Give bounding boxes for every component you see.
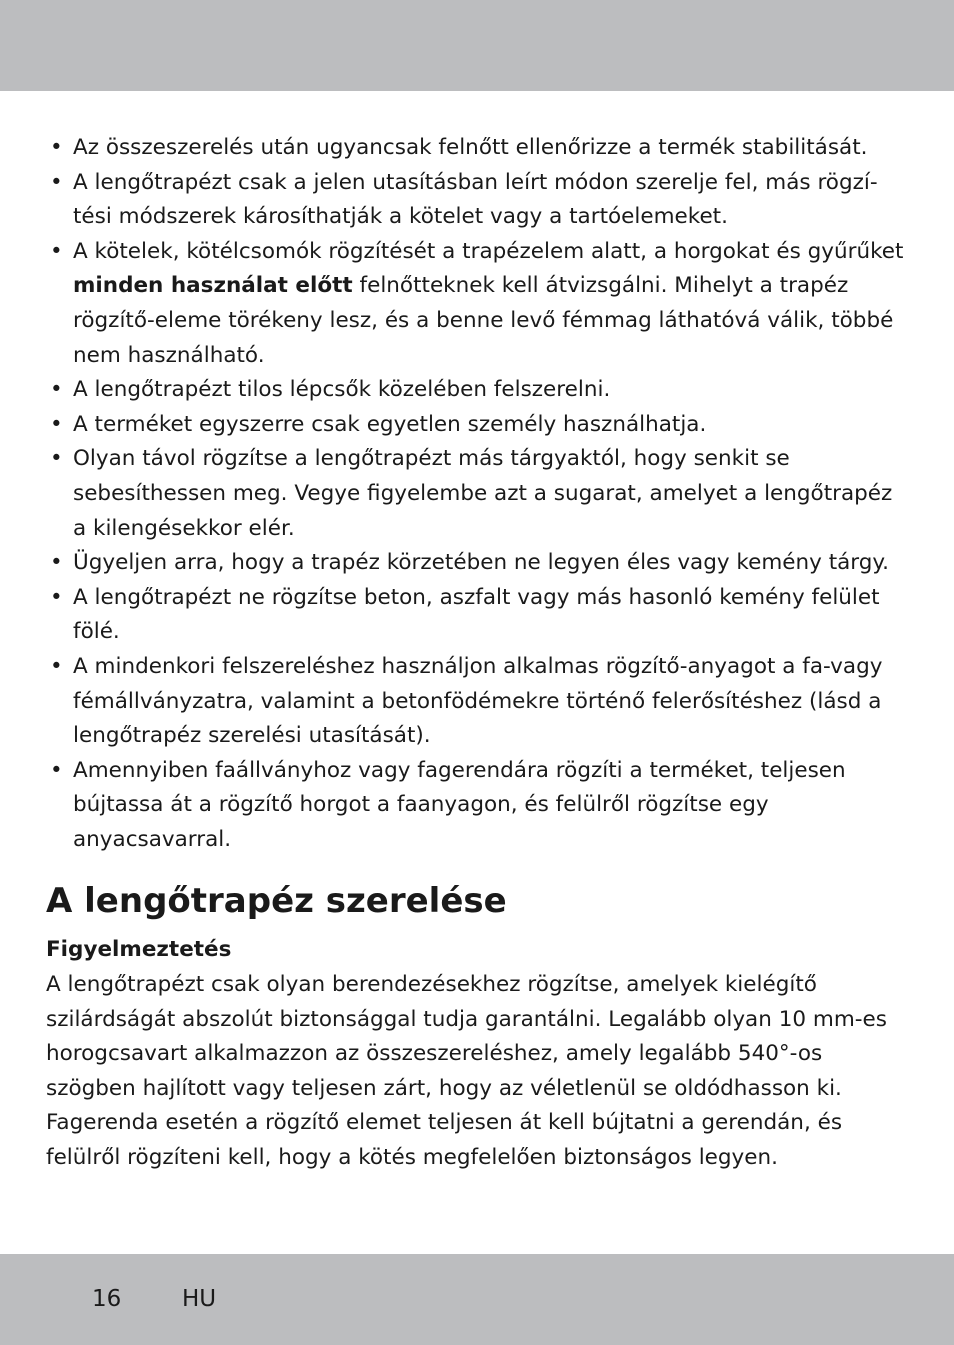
list-item: • A lengőtrapézt csak a jelen utasításban leírt módon szerelje fel, más rögzí-tési módszerek károsíthatják a kötelet vagy a tartóelemeket. xyxy=(46,166,908,235)
language-code: HU xyxy=(182,1286,217,1312)
footer-band xyxy=(0,1254,954,1345)
list-item-text: A kötelek, kötélcsomók rögzítését a trapézelem alatt, a horgokat és gyűrűket xyxy=(73,238,904,264)
header-band xyxy=(0,0,954,91)
warning-paragraph: A lengőtrapézt csak olyan berendezésekhez rögzítse, amelyek kielégítő szilárdságát abszolút biztonsággal tudja garantálni. Legalább olyan 10 mm-es horogcsavart alkalmazzon az összeszereléshez, amely legalább 540°-os szögben hajlított vagy teljesen zárt, hogy az véletlenül se oldódhasson ki. Fagerenda esetén a rögzítő elemet teljesen át kell bújtatni a gerendán, és felülről rögzíteni kell, hogy a kötés megfelelően biztonságos legyen. xyxy=(46,972,887,1171)
list-item xyxy=(46,235,908,373)
list-item-text: felnőtteknek kell átvizsgálni. Mihelyt a trapéz rögzítő-eleme törékeny lesz, és a benne levő fémmag láthatóvá válik, többé nem használható. xyxy=(73,273,894,368)
section-title: A lengőtrapéz szerelése xyxy=(46,881,507,922)
page-content xyxy=(46,131,908,1176)
warning-heading: Figyelmeztetés xyxy=(46,937,232,963)
list-item: • Olyan távol rögzítse a lengőtrapézt más tárgyaktól, hogy senkit se sebesíthessen meg. Vegye figyelembe azt a sugarat, amelyet a lengőtrapéz a kilengésekkor elér. xyxy=(46,442,908,546)
list-item: • Amennyiben faállványhoz vagy fagerendára rögzíti a terméket, teljesen bújtassa át a rögzítő horgot a faanyagon, és felülről rögzítse egy anyacsavarral. xyxy=(46,754,908,858)
list-item: • A mindenkori felszereléshez használjon alkalmas rögzítő-anyagot a fa-vagy fémállványzatra, valamint a betonfödémekre történő felerősítéshez (lásd a lengőtrapéz szerelési utasítását). xyxy=(46,650,908,754)
list-item-emphasis: minden használat előtt xyxy=(73,273,353,299)
list-item: • A lengőtrapézt ne rögzítse beton, aszfalt vagy más hasonló kemény felület fölé. xyxy=(46,581,908,650)
list-item: • Ügyeljen arra, hogy a trapéz körzetében ne legyen éles vagy kemény tárgy. xyxy=(46,546,908,581)
list-item: • Az összeszerelés után ugyancsak felnőtt ellenőrizze a termék stabilitását. xyxy=(46,131,908,166)
page-number: 16 xyxy=(92,1286,122,1312)
list-item: • A lengőtrapézt tilos lépcsők közelében felszerelni. xyxy=(46,373,908,408)
safety-list xyxy=(46,131,908,857)
list-item: • A terméket egyszerre csak egyetlen személy használhatja. xyxy=(46,408,908,443)
